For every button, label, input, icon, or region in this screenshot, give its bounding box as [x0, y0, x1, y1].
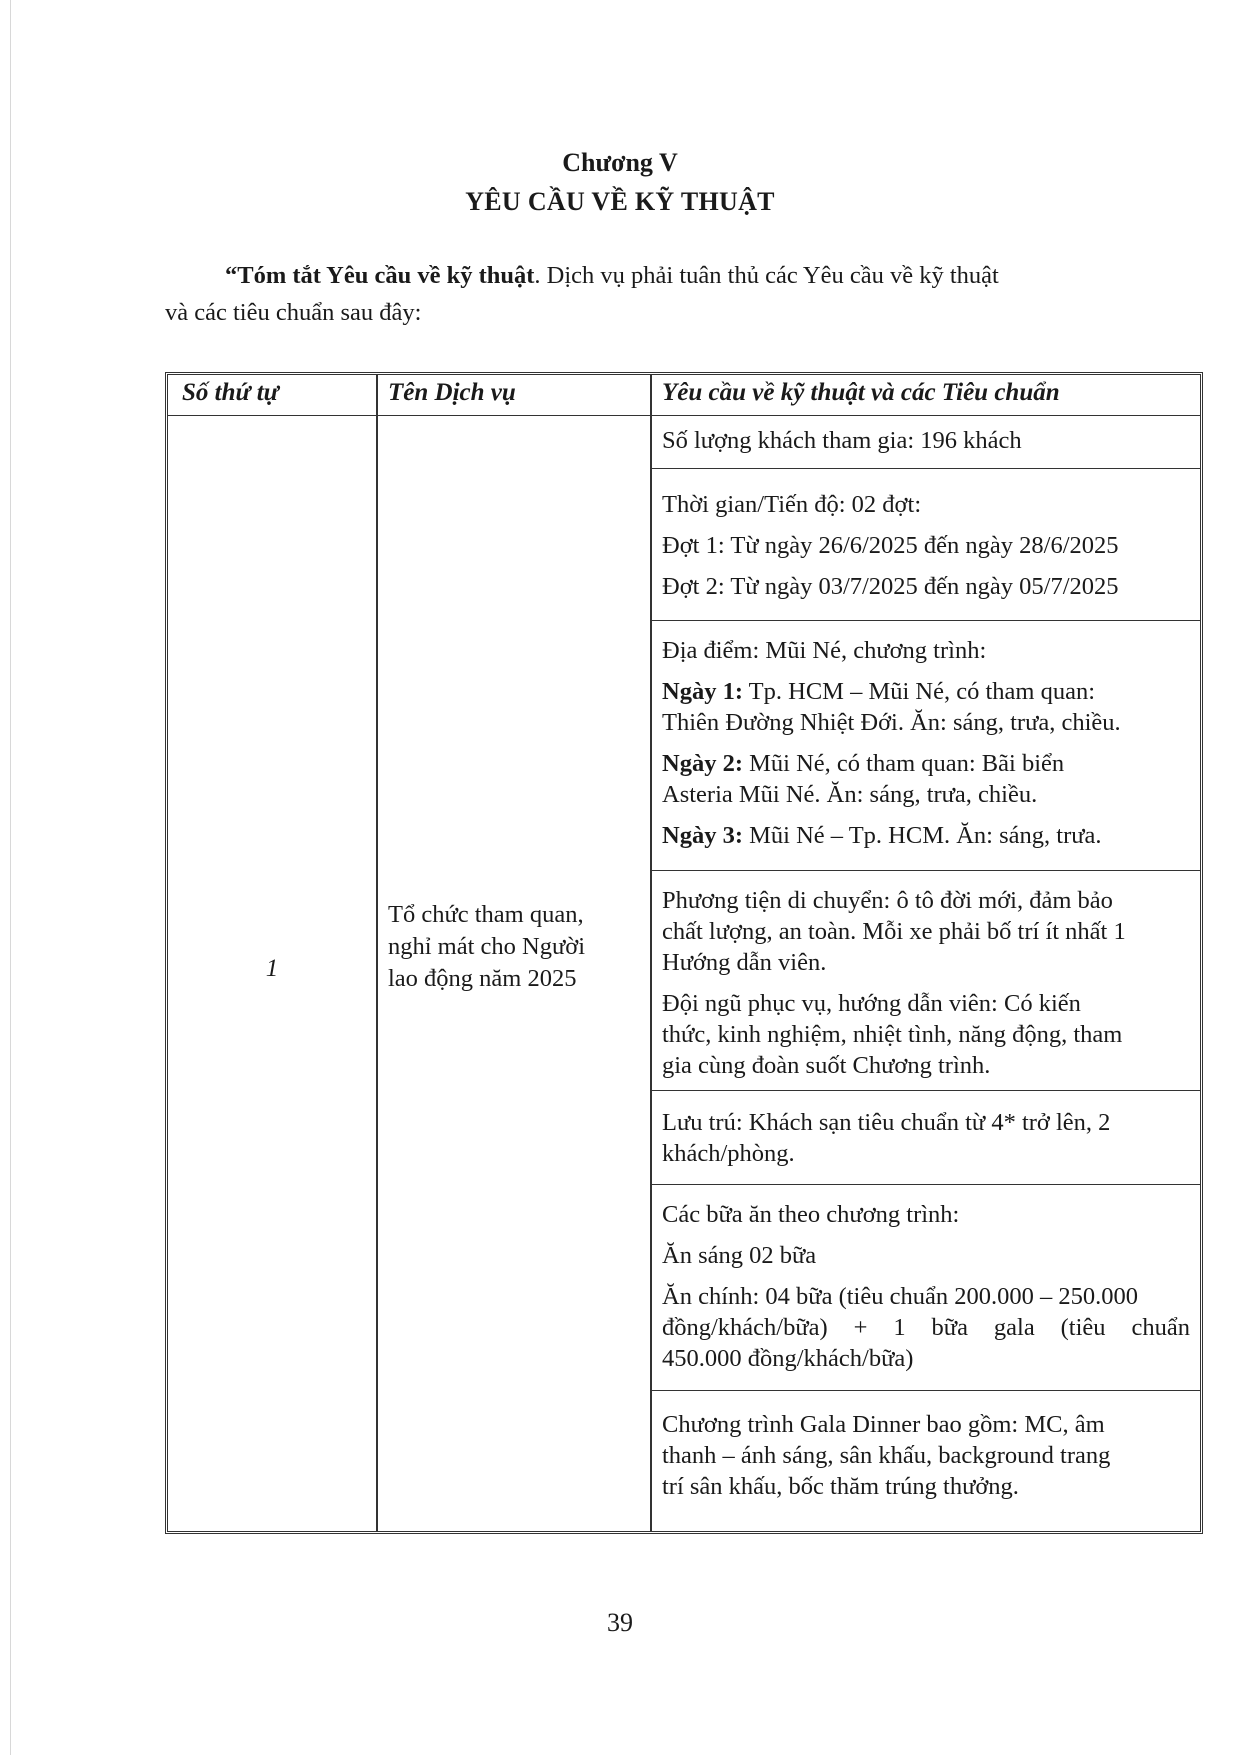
- page-edge: [10, 0, 11, 1755]
- req-text: Các bữa ăn theo chương trình:: [662, 1201, 960, 1228]
- req-text: thanh – ánh sáng, sân khấu, background trang: [662, 1442, 1111, 1469]
- intro-bold: “Tóm tắt Yêu cầu về kỹ thuật: [225, 262, 535, 289]
- req-text: Thiên Đường Nhiệt Đới. Ăn: sáng, trưa, chiều.: [662, 709, 1121, 736]
- req-meals: [650, 1185, 1200, 1391]
- intro-line-1: [225, 258, 1175, 293]
- req-text: Chương trình Gala Dinner bao gồm: MC, âm: [662, 1411, 1105, 1438]
- req-day2: [662, 748, 1190, 779]
- req-text: Ăn sáng 02 bữa: [662, 1242, 817, 1269]
- day-label: Ngày 3:: [662, 822, 743, 849]
- req-text: Mũi Né, có tham quan: Bãi biển: [742, 750, 1065, 777]
- req-text: đồng/khách/bữa) + 1 bữa gala (tiêu chuẩn: [662, 1314, 1190, 1341]
- chapter-subtitle: YÊU CẦU VỀ KỸ THUẬT: [465, 187, 775, 216]
- chapter-title: Chương V: [562, 148, 678, 177]
- column-divider: [376, 375, 378, 1531]
- req-guests: [650, 415, 1200, 469]
- req-text: Phương tiện di chuyển: ô tô đời mới, đảm bảo: [662, 887, 1113, 914]
- header-stt: Số thứ tự: [182, 379, 279, 406]
- req-text: Đợt 2: Từ ngày 03/7/2025 đến ngày 05/7/2025: [662, 573, 1119, 600]
- req-text: Mũi Né – Tp. HCM. Ăn: sáng, trưa.: [742, 822, 1102, 849]
- page-number: 39: [607, 1608, 633, 1637]
- day-label: Ngày 2:: [662, 750, 743, 777]
- req-text: Số lượng khách tham gia: 196 khách: [662, 427, 1022, 454]
- req-time: [650, 469, 1200, 621]
- service-line: nghỉ mát cho Người: [388, 933, 586, 960]
- day-label: Ngày 1:: [662, 678, 743, 705]
- service-line: Tổ chức tham quan,: [388, 901, 584, 928]
- header-requirements: Yêu cầu về kỹ thuật và các Tiêu chuẩn: [662, 379, 1060, 406]
- req-text: khách/phòng.: [662, 1140, 795, 1167]
- req-text: Tp. HCM – Mũi Né, có tham quan:: [742, 678, 1096, 705]
- req-text: Hướng dẫn viên.: [662, 949, 827, 976]
- intro-rest: . Dịch vụ phải tuân thủ các Yêu cầu về kỹ thuật: [534, 262, 999, 289]
- req-text: Đợt 1: Từ ngày 26/6/2025 đến ngày 28/6/2025: [662, 532, 1119, 559]
- req-place: [650, 621, 1200, 871]
- req-text: Đội ngũ phục vụ, hướng dẫn viên: Có kiến: [662, 990, 1081, 1017]
- req-text: Thời gian/Tiến độ: 02 đợt:: [662, 491, 922, 518]
- header-service: Tên Dịch vụ: [388, 379, 516, 406]
- table-header-row: [168, 375, 1200, 416]
- req-text: gia cùng đoàn suốt Chương trình.: [662, 1052, 991, 1079]
- req-text: Asteria Mũi Né. Ăn: sáng, trưa, chiều.: [662, 781, 1038, 808]
- req-day1: [662, 676, 1190, 707]
- req-text: Địa điểm: Mũi Né, chương trình:: [662, 637, 987, 664]
- requirements-table: [165, 372, 1203, 1534]
- req-gala: [650, 1391, 1200, 1531]
- req-text: trí sân khấu, bốc thăm trúng thưởng.: [662, 1473, 1019, 1500]
- intro-line-2: và các tiêu chuẩn sau đây:: [165, 299, 422, 326]
- req-hotel: [650, 1091, 1200, 1185]
- service-line: lao động năm 2025: [388, 965, 577, 992]
- service-name: [388, 899, 638, 995]
- req-day3: [662, 820, 1190, 851]
- req-text: Lưu trú: Khách sạn tiêu chuẩn từ 4* trở lên, 2: [662, 1109, 1111, 1136]
- req-text: 450.000 đồng/khách/bữa): [662, 1345, 914, 1372]
- req-text: thức, kinh nghiệm, nhiệt tình, năng động, tham: [662, 1021, 1123, 1048]
- req-text: Ăn chính: 04 bữa (tiêu chuẩn 200.000 – 250.000: [662, 1283, 1138, 1310]
- req-transport: [650, 871, 1200, 1091]
- req-text: chất lượng, an toàn. Mỗi xe phải bố trí ít nhất 1: [662, 918, 1126, 945]
- row-number: 1: [265, 955, 279, 982]
